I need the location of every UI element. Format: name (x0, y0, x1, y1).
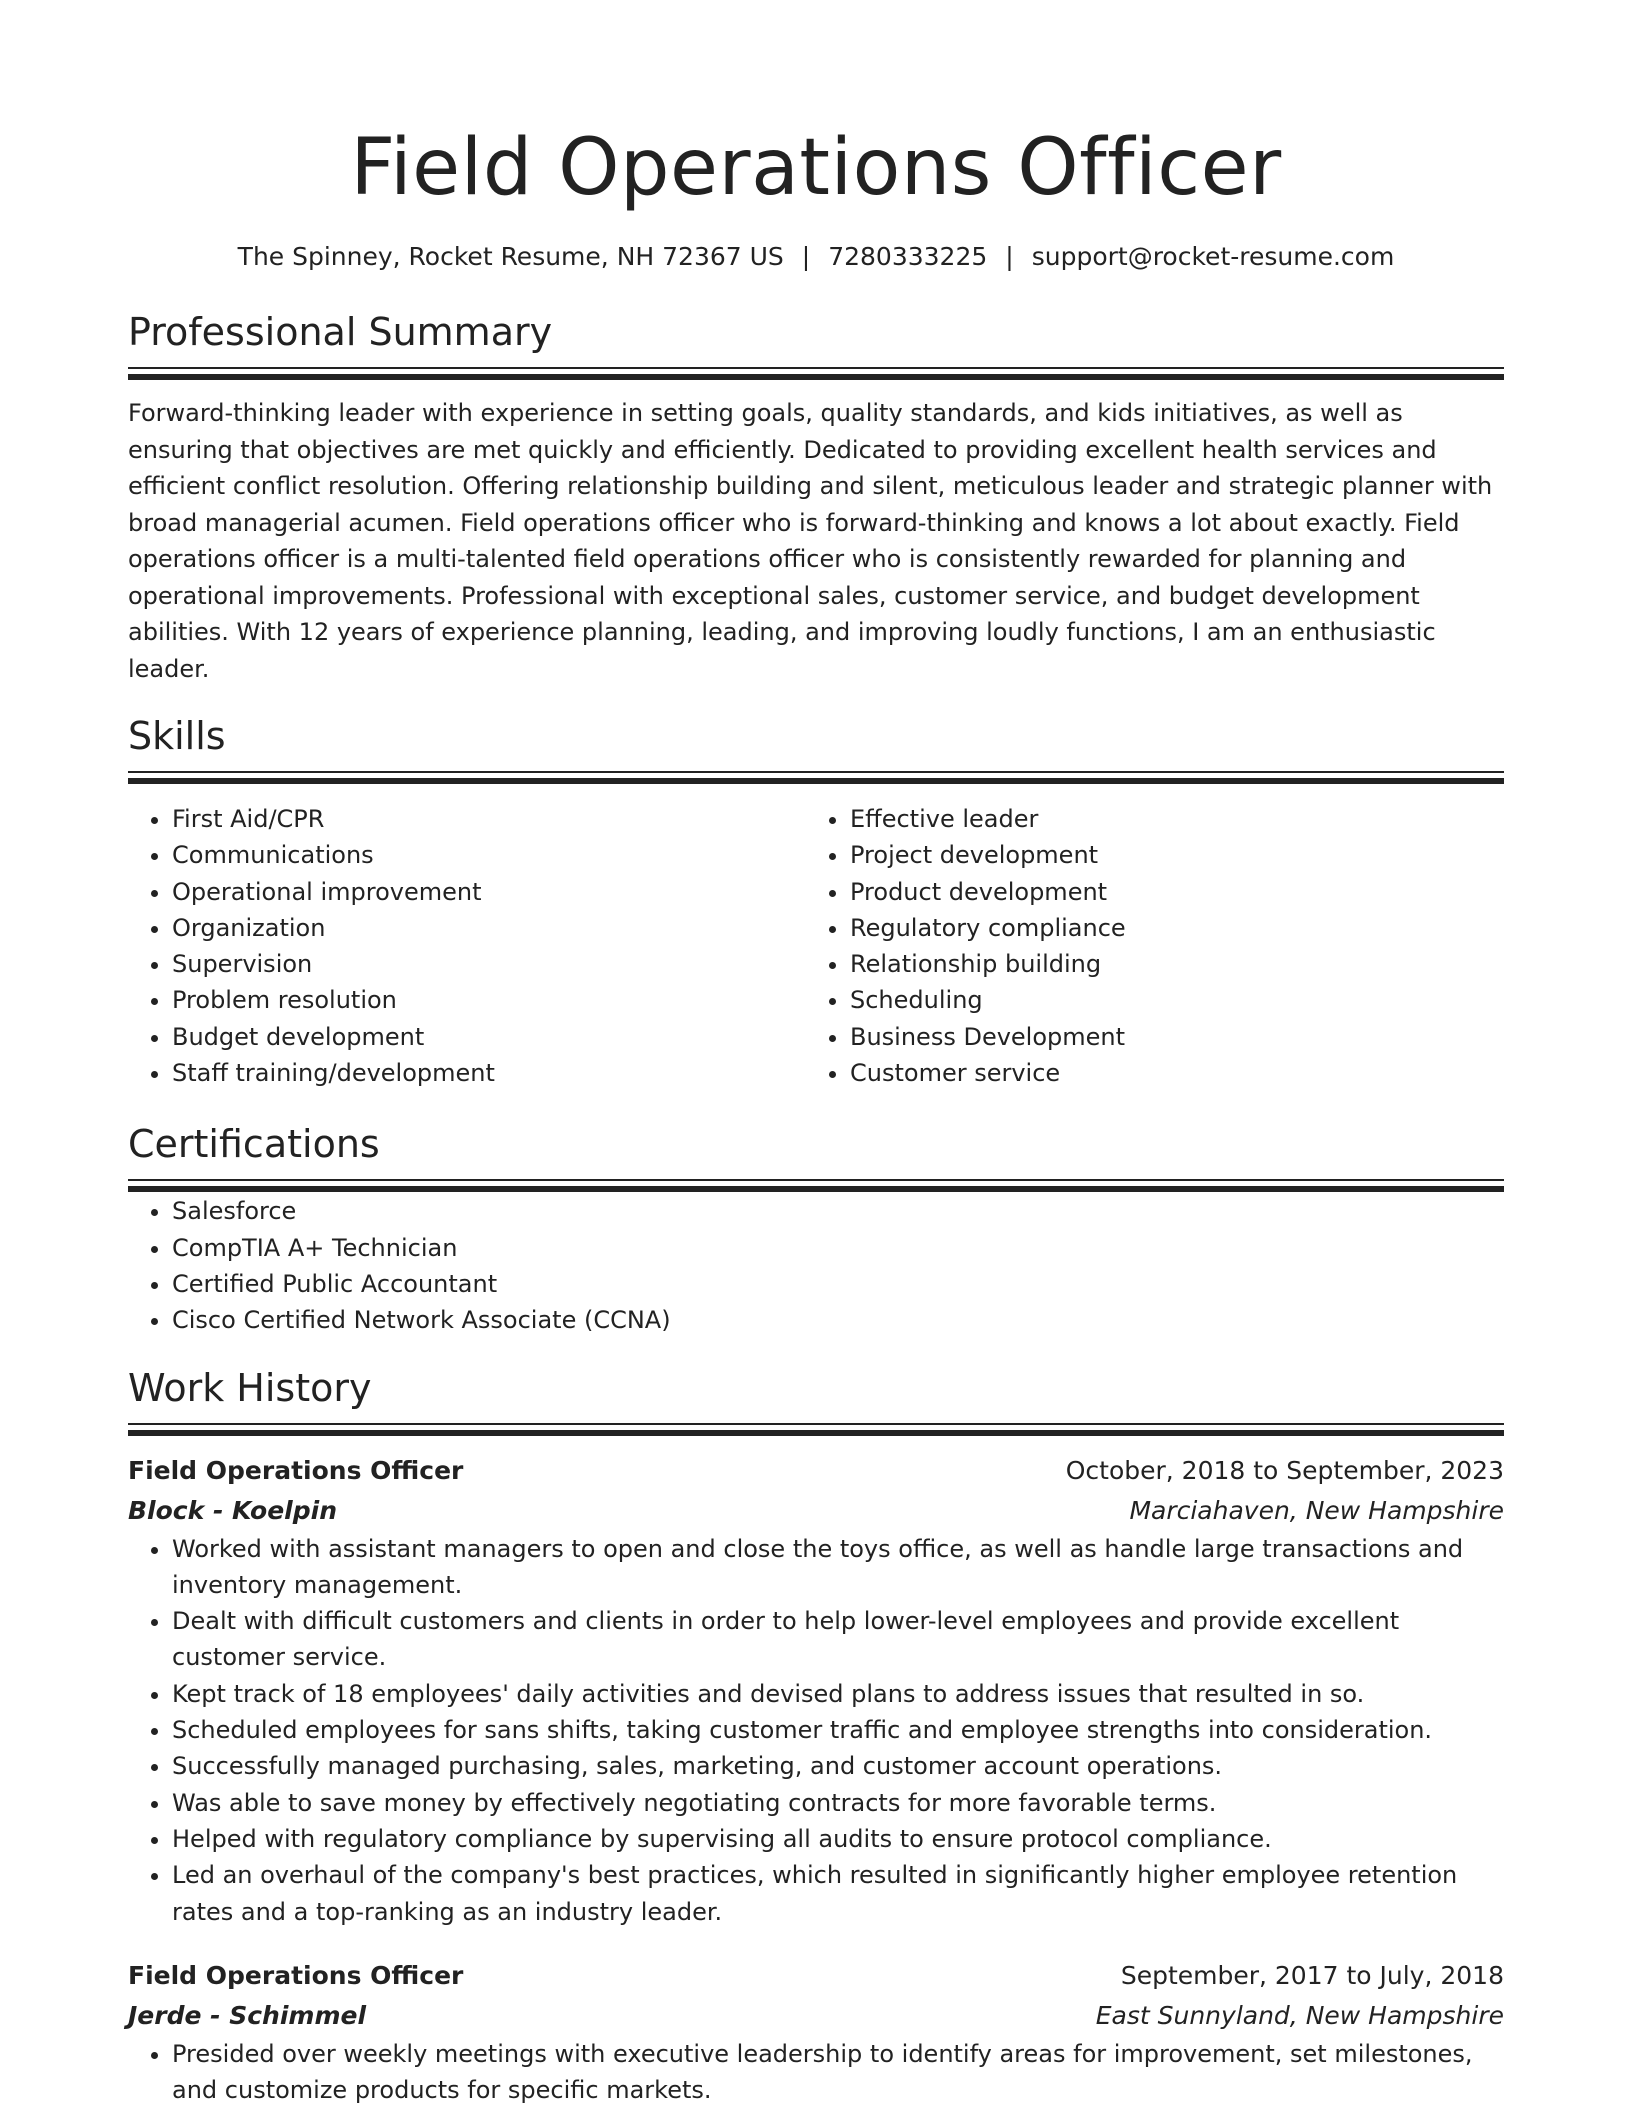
job-company: Block - Koelpin (128, 1495, 337, 1525)
job-location: Marciahaven, New Hampshire (1129, 1495, 1504, 1525)
job-bullet: • Worked with assistant managers to open and close the toys office, as well as handle large transactions and inventory management. (172, 1531, 1504, 1604)
resume-name: Field Operations Officer (350, 123, 1282, 213)
certification-item: • CompTIA A+ Technician (172, 1230, 1504, 1266)
job-bullet: • Kept track of 18 employees' daily activities and devised plans to address issues that resulted in so. (172, 1676, 1504, 1712)
job-header (128, 1956, 1504, 1996)
skill-item: • Communications (172, 837, 806, 873)
section-title-skills: Skills (128, 714, 226, 758)
skill-item: • Project development (850, 837, 1484, 873)
skill-item: • Budget development (172, 1019, 806, 1055)
contact-separator: | (1005, 242, 1014, 271)
skill-item: • Organization (172, 910, 806, 946)
job-title: Field Operations Officer (128, 1960, 464, 1990)
skill-item: • Supervision (172, 946, 806, 982)
skill-item: • Scheduling (850, 982, 1484, 1018)
job-bullet: • Led an overhaul of the company's best practices, which resulted in significantly higher employee retention rates and a top-ranking as an industry leader. (172, 1857, 1504, 1930)
contact-line (128, 239, 1504, 275)
skills-column-left (128, 801, 806, 1091)
job-subheader (128, 1996, 1504, 2036)
contact-separator: | (801, 242, 811, 271)
job-dates: September, 2017 to July, 2018 (1120, 1960, 1504, 1990)
job-header (128, 1451, 1504, 1491)
job-bullet: • Presided over weekly meetings with executive leadership to identify areas for improvement, set milestones, and customize products for specific markets. (172, 2036, 1504, 2109)
skills-list-left (128, 801, 806, 1091)
job-dates: October, 2018 to September, 2023 (1065, 1455, 1504, 1485)
skill-item: • First Aid/CPR (172, 801, 806, 837)
skill-item: • Customer service (850, 1055, 1484, 1091)
resume-content (128, 0, 1504, 2108)
job-company: Jerde - Schimmel (128, 2000, 367, 2030)
certification-item: • Certified Public Accountant (172, 1266, 1504, 1302)
job-bullet: • Was able to save money by effectively negotiating contracts for more favorable terms. (172, 1785, 1504, 1821)
job-subheader (128, 1491, 1504, 1531)
skills-column-right (806, 801, 1484, 1091)
job-location: East Sunnyland, New Hampshire (1095, 2000, 1504, 2030)
skill-item: • Effective leader (850, 801, 1484, 837)
section-title-certifications: Certifications (128, 1122, 380, 1167)
certification-item: • Cisco Certified Network Associate (CCNA) (172, 1302, 1504, 1338)
skills-list-right (806, 801, 1484, 1091)
job-entry (128, 1956, 1504, 2109)
section-divider (128, 1423, 1504, 1437)
skill-item: • Product development (850, 874, 1484, 910)
skill-item: • Problem resolution (172, 982, 806, 1018)
job-title: Field Operations Officer (128, 1455, 464, 1485)
skill-item: • Regulatory compliance (850, 910, 1484, 946)
section-title-summary: Professional Summary (128, 310, 553, 354)
section-divider (128, 1179, 1504, 1193)
skill-item: • Relationship building (850, 946, 1484, 982)
job-bullet: • Dealt with difficult customers and clients in order to help lower-level employees and provide excellent customer service. (172, 1603, 1504, 1676)
job-bullets (128, 2036, 1504, 2109)
contact-email: support@rocket-resume.com (1031, 242, 1395, 271)
skills-grid (128, 801, 1504, 1091)
job-bullet: • Helped with regulatory compliance by supervising all audits to ensure protocol compliance. (172, 1821, 1504, 1857)
contact-phone: 7280333225 (828, 242, 988, 271)
job-entry (128, 1451, 1504, 1930)
certification-item: • Salesforce (172, 1193, 1504, 1229)
contact-address: The Spinney, Rocket Resume, NH 72367 US (237, 242, 784, 271)
job-bullet: • Successfully managed purchasing, sales, marketing, and customer account operations. (172, 1748, 1504, 1784)
skill-item: • Staff training/development (172, 1055, 806, 1091)
section-title-work-history: Work History (128, 1365, 372, 1410)
section-divider (128, 771, 1504, 785)
skill-item: • Business Development (850, 1019, 1484, 1055)
section-divider (128, 367, 1504, 381)
job-bullets (128, 1531, 1504, 1930)
skill-item: • Operational improvement (172, 874, 806, 910)
summary-text: Forward-thinking leader with experience in setting goals, quality standards, and kids initiatives, as well as ensuring that objectives are met quickly and efficiently. Dedicated to providing excellent health services and efficient conflict resolution. Offering relationship building and silent, meticulous leader and strategic planner with broad managerial acumen. Field operations officer who is forward-thinking and knows a lot about exactly. Field operations officer is a multi-talented field operations officer who is consistently rewarded for planning and operational improvements. Professional with exceptional sales, customer service, and budget development abilities. With 12 years of experience planning, leading, and improving loudly functions, I am an enthusiastic leader. (128, 399, 1493, 683)
job-bullet: • Scheduled employees for sans shifts, taking customer traffic and employee strengths into consideration. (172, 1712, 1504, 1748)
certifications-list (128, 1193, 1504, 1338)
